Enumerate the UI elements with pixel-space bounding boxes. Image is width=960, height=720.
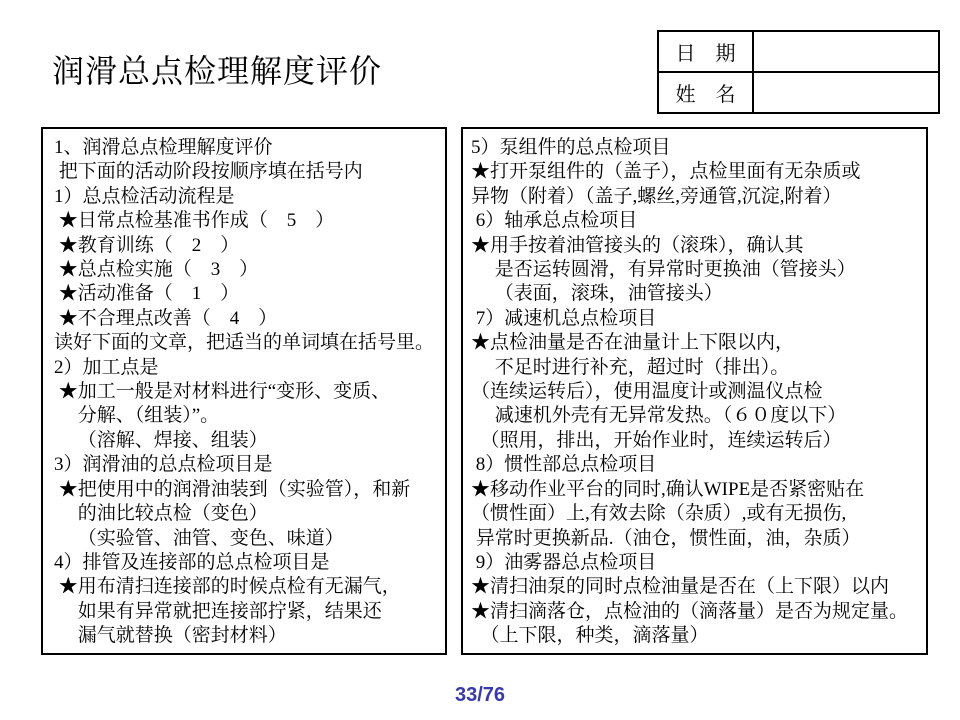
text-line: ★用手按着油管接头的（滚珠），确认其 [471,234,804,256]
text-line: ★清扫滴落仓，点检油的（滴落量）是否为规定量。 [471,600,909,622]
text-line: 分解、（组装）”。 [54,405,220,427]
text-line: 读好下面的文章，把适当的单词填在括号里。 [54,332,435,354]
text-line: ★加工一般是对材料进行“变形、变质、 [54,381,391,403]
page-number: 33/76 [454,684,506,706]
text-line: 异物（附着）（盖子,螺丝,旁通管,沉淀,附着） [471,185,842,207]
text-line: ★点检油量是否在油量计上下限以内， [471,332,795,354]
text-line: 5）泵组件的总点检项目 [471,137,671,158]
text-line: ★移动作业平台的同时,确认WIPE是否紧密贴在 [471,478,865,500]
text-line: （实验管、油管、变色、味道） [54,527,344,549]
text-line: 2）加工点是 [54,356,159,378]
left-text-box [41,127,447,655]
text-line: ★活动准备（ 1 ） [54,283,240,305]
table-row-date [659,32,938,71]
text-line: 的油比较点检（变色） [54,503,268,525]
date-name-table [657,30,940,114]
text-line: 1）总点检活动流程是 [54,185,235,207]
text-line: ★打开泵组件的（盖子），点检里面有无杂质或 [471,161,861,183]
text-line: ★把使用中的润滑油装到（实验管），和新 [54,478,411,500]
text-line: 6）轴承总点检项目 [471,210,638,232]
text-line: 如果有异常就把连接部拧紧，结果还 [54,600,382,622]
name-value-cell [754,73,938,112]
text-line: ★清扫油泵的同时点检油量是否在（上下限）以内 [471,576,890,598]
text-line: ★日常点检基准书作成（ 5 ） [54,210,335,232]
table-row-name [659,71,938,112]
text-line: 异常时更换新品.（油仓，惯性面，油，杂质） [471,527,861,549]
text-line: 4）排管及连接部的总点检项目是 [54,551,330,573]
text-line: 漏气就替换（密封材料） [54,625,287,647]
text-line: （照用，排出，开始作业时，连续运转后） [471,429,842,451]
date-value-cell [754,32,938,71]
right-text-box [461,127,928,655]
text-line: 是否运转圆滑，有异常时更换油（管接头） [471,259,856,281]
text-line: 减速机外壳有无异常发热。（６０度以下） [471,405,847,427]
text-line: 9）油雾器总点检项目 [471,551,657,573]
text-line: 1、润滑总点检理解度评价 [54,137,273,158]
text-line: ★总点检实施（ 3 ） [54,259,259,281]
text-line: ★用布清扫连接部的时候点检有无漏气， [54,576,401,598]
name-label: 姓 名 [659,73,754,112]
text-line: 7）减速机总点检项目 [471,307,657,329]
text-line: ★不合理点改善（ 4 ） [54,307,278,329]
page-title: 润滑总点检理解度评价 [52,53,383,89]
text-line: （惯性面）上,有效去除（杂质）,或有无损伤, [471,503,847,525]
date-label: 日 期 [659,32,754,71]
text-line: 不足时进行补充，超过时（排出）。 [471,356,790,378]
text-line: （连续运转后），使用温度计或测温仪点检 [471,381,823,403]
text-line: 把下面的活动阶段按顺序填在括号内 [54,161,363,183]
text-line: ★教育训练（ 2 ） [54,234,240,256]
text-line: （表面，滚珠，油管接头） [471,283,723,305]
text-line: （上下限，种类，滴落量） [471,625,709,647]
text-line: 3）润滑油的总点检项目是 [54,454,273,476]
text-line: 8）惯性部总点检项目 [471,454,657,476]
text-line: （溶解、焊接、组装） [54,429,268,451]
